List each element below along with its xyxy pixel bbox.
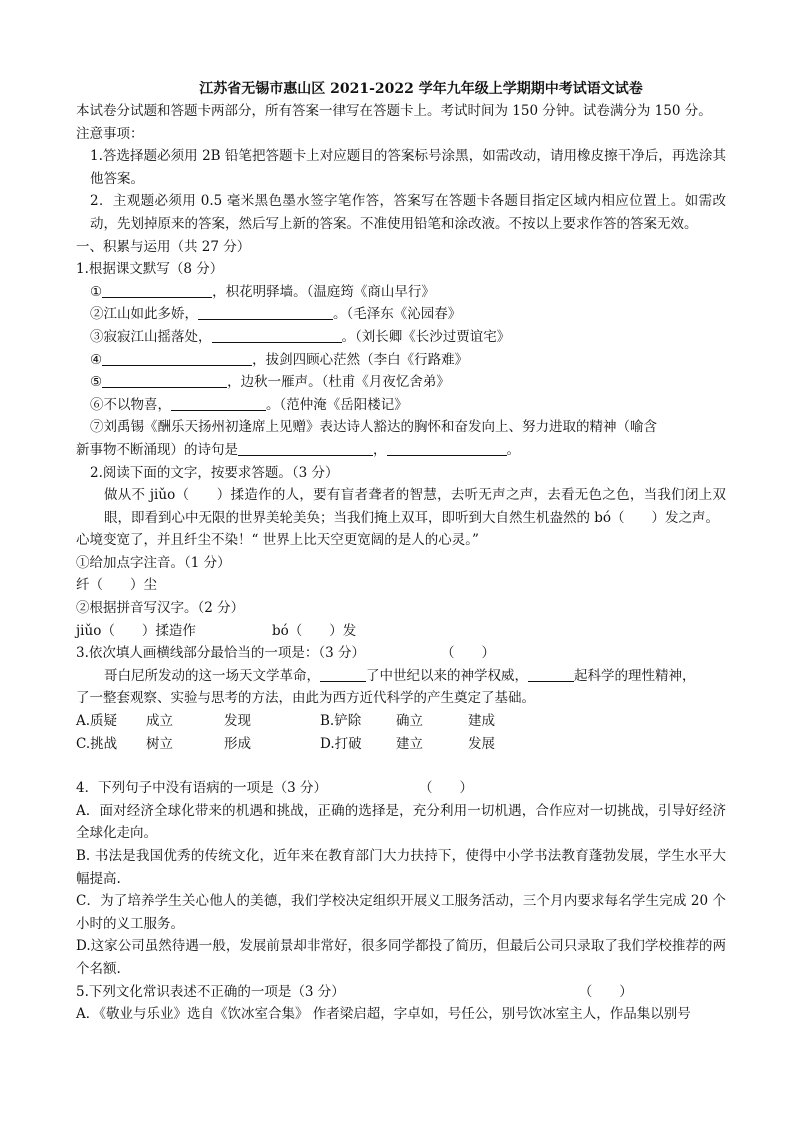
q3-text-cont: 了一整套观察、实验与思考的方法，由此为西方近代科学的产生奠定了基础。 <box>76 690 535 707</box>
exam-page <box>76 78 726 1026</box>
question-1-stem: 1.根据课文默写（8 分） <box>76 261 224 278</box>
q4-option-a: A．面对经济全球化带来的机遇和挑战，正确的选择是，充分利用一切机遇，合作应对一切挑战，引导好经济全球化走向。 <box>76 802 726 842</box>
q1-item-6: ⑥不以物喜， 。（范仲淹《岳阳楼记》 <box>90 396 408 413</box>
q5-option-a: A．《敬业与乐业》选自《饮冰室合集》 作者梁启超，字卓如，号任公，别号饮冰室主人，作品集以别号 <box>76 1006 691 1023</box>
answer-blank <box>528 667 574 682</box>
q2-sub-1: ①给加点字注音。（1 分） <box>76 554 231 571</box>
exam-title: 江苏省无锡市惠山区 2021-2022 学年九年级上学期期中考试语文试卷 <box>199 81 643 97</box>
question-3-stem: 3.依次填人画横线部分最恰当的一项是：（3 分） （ ） <box>76 645 496 662</box>
answer-blank[interactable] <box>102 373 227 388</box>
question-4-stem: 4．下列句子中没有语病的一项是（3 分） （ ） <box>76 780 473 797</box>
q1-item-4: ④ ，拔剑四顾心茫然（李白《行路难》 <box>90 351 469 368</box>
q4-option-d: D.这家公司虽然待遇一般，发展前景却非常好，很多同学都投了简历，但最后公司只录取了我们学校推荐的两个名额. <box>76 938 726 977</box>
question-5-stem: 5.下列文化常识表述不正确的一项是（3 分） （ ） <box>76 983 633 1000</box>
q4-option-b: B. 书法是我国优秀的传统文化，近年来在教育部门大力扶持下，使得中小学书法教育蓬勃发展，学生水平大幅提高. <box>76 848 726 887</box>
q1-item-7-cont: 新事物不断涌现）的诗句是 ， 。 <box>76 441 520 458</box>
q1-item-1: ① ，枳花明驿墙。（温庭筠《商山早行》 <box>90 283 435 300</box>
answer-blank[interactable] <box>102 283 212 298</box>
intro-text: 本试卷分试题和答题卡两部分，所有答案一律写在答题卡上。考试时间为 150 分钟。试卷满分为 150 分。 <box>76 103 712 119</box>
q1-item-5: ⑤ ，边秋一雁声。（杜甫《月夜忆舍弟》 <box>90 374 450 391</box>
q3-text: 哥白尼所发动的这一场天文学革命， 了中世纪以来的神学权威， 起科学的理性精神， <box>104 667 696 684</box>
notice-item-2: 2．主观题必须用 0.5 毫米黑色墨水签字笔作答，答案写在答题卡各题目指定区域内相应位置上。如需改动，先划掉原来的答案，然后写上新的答案。不准使用铅笔和涂改液。不按以上要求作答的答案无效。 <box>90 193 726 232</box>
q2-passage: 做从不 jiǔo（ ）揉造作的人，要有盲者聋者的智慧，去听无声之声，去看无色之色，当我们闭上双眼，即看到心中无限的世界美轮美奂；当我们掩上双耳，即听到大自然生机盎然的 bó（ ）发之声。 <box>104 487 726 526</box>
answer-blank <box>320 667 366 682</box>
answer-blank[interactable] <box>212 328 342 343</box>
notice-label: 注意事项： <box>76 125 144 142</box>
q3-options-cd: C.挑战 树立 形成 D.打破 建立 发展 <box>76 735 495 752</box>
q1-item-7: ⑦刘禹锡《酬乐天扬州初逢席上见赠》表达诗人豁达的胸怀和奋发向上、努力进取的精神（喻含 <box>90 419 657 436</box>
q2-sub-2: ②根据拼音写汉字。（2 分） <box>76 600 245 617</box>
answer-blank[interactable] <box>102 351 252 366</box>
section-heading: 一、积累与运用（共 27 分） <box>76 238 251 255</box>
q2-sub-1-item: 纤（ ）尘 <box>76 577 157 594</box>
answer-blank[interactable] <box>238 441 373 456</box>
q2-sub-2-items: jiǔo（ ）揉造作 bó（ ）发 <box>76 622 357 639</box>
answer-blank[interactable] <box>198 305 333 320</box>
q1-item-3: ③寂寂江山摇落处， 。（刘长卿《长沙过贾谊宅》 <box>90 328 511 345</box>
q1-item-2: ②江山如此多娇， 。（毛泽东《沁园春》 <box>90 306 462 323</box>
question-2-stem: 2.阅读下面的文字，按要求答题。（3 分） <box>90 464 339 481</box>
answer-blank[interactable] <box>171 396 266 411</box>
q3-options-ab: A.质疑 成立 发现 B.铲除 确立 建成 <box>76 713 495 730</box>
notice-item-1: 1.答选择题必须用 2B 铅笔把答题卡上对应题目的答案标号涂黑，如需改动，请用橡皮擦干净后，再选涂其他答案。 <box>90 148 726 187</box>
q2-passage-end: 心境变宽了，并且纤尘不染！“ 世界上比天空更宽阔的是人的心灵。” <box>76 532 479 549</box>
q4-option-c: C．为了培养学生关心他人的美德，我们学校决定组织开展义工服务活动，三个月内要求每名学生完成 20 个小时的义工服务。 <box>76 893 726 932</box>
answer-blank[interactable] <box>387 441 507 456</box>
